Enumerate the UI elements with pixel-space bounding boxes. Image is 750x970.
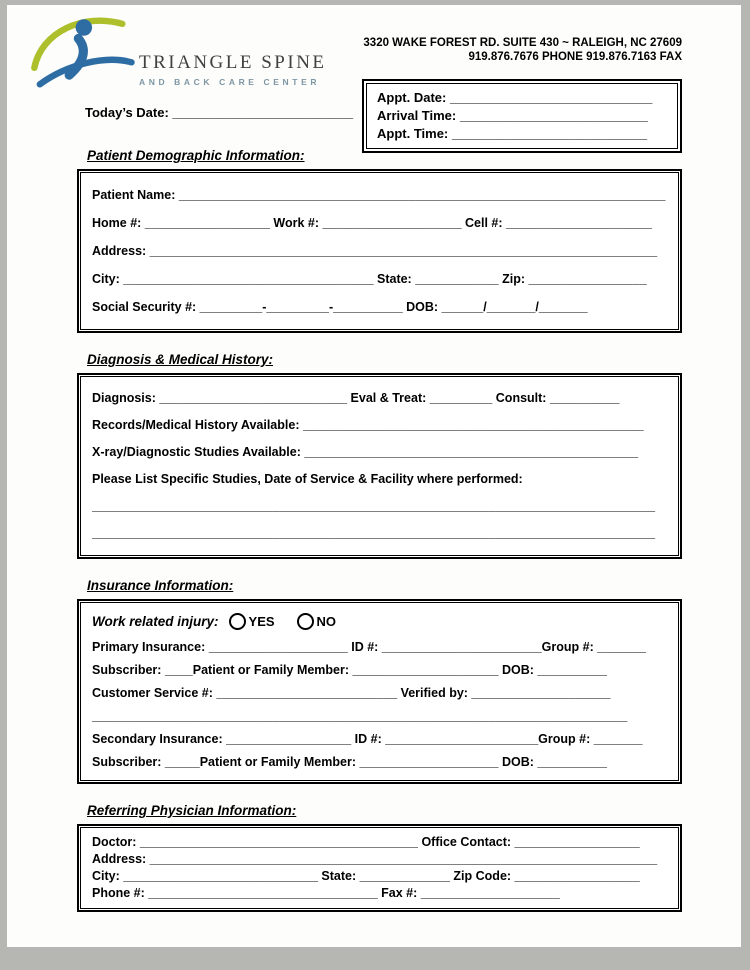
section-insurance (77, 578, 682, 784)
primary-insurance-row: Primary Insurance: ____________________ ID #: _______________________Group #: _______ (92, 640, 646, 654)
clinic-tagline: AND BACK CARE CENTER (139, 77, 321, 87)
appointment-box-inner (366, 83, 678, 149)
appt-time-field: Appt. Time: ___________________________ (377, 126, 648, 141)
xray-studies-row: X-ray/Diagnostic Studies Available: ________________________________________________ (92, 445, 639, 459)
clinic-address: 3320 WAKE FOREST RD. SUITE 430 ~ RALEIGH, NC 27609 (363, 37, 682, 49)
work-injury-label: Work related injury: (92, 613, 219, 629)
yes-radio-button[interactable] (229, 613, 246, 630)
studies-instruction-row: Please List Specific Studies, Date of Service & Facility where performed: (92, 472, 523, 486)
logo-swoosh-icon (27, 9, 137, 101)
doctor-row: Doctor: ________________________________________ Office Contact: __________________ (92, 835, 640, 849)
insurance-heading: Insurance Information: (87, 578, 234, 593)
physician-address-row: Address: _________________________________________________________________________ (92, 852, 658, 866)
patient-name-row: Patient Name: ______________________________________________________________________ (92, 188, 666, 202)
insurance-box (77, 599, 682, 784)
phone-numbers-row: Home #: __________________ Work #: ____________________ Cell #: _____________________ (92, 216, 652, 230)
clinic-contact-info (363, 36, 682, 64)
scanned-form-page (7, 5, 741, 947)
studies-blank-line-1: _________________________________________________________________________________ (92, 499, 656, 513)
arrival-time-field: Arrival Time: __________________________ (377, 108, 648, 123)
section-diagnosis (77, 352, 682, 559)
physician-phone-fax-row: Phone #: _________________________________ Fax #: ____________________ (92, 886, 560, 900)
clinic-logo-text (139, 52, 327, 87)
customer-service-row: Customer Service #: __________________________ Verified by: ____________________ (92, 686, 611, 700)
work-injury-row (92, 608, 670, 634)
referring-box (77, 824, 682, 912)
form-body (7, 148, 741, 912)
city-state-zip-row: City: ____________________________________ State: ____________ Zip: _________________ (92, 272, 647, 286)
diagnosis-row: Diagnosis: ___________________________ Eval & Treat: _________ Consult: __________ (92, 391, 620, 405)
demographics-heading: Patient Demographic Information: (87, 148, 305, 163)
secondary-subscriber-row: Subscriber: _____Patient or Family Member: ____________________ DOB: __________ (92, 755, 607, 769)
demographics-box (77, 169, 682, 333)
diagnosis-box (77, 373, 682, 559)
diagnosis-heading: Diagnosis & Medical History: (87, 352, 274, 367)
no-label: NO (316, 613, 337, 629)
records-available-row: Records/Medical History Available: _________________________________________________ (92, 418, 644, 432)
insurance-divider-row: _____________________________________________________________________________ (92, 709, 628, 723)
section-demographics (77, 148, 682, 333)
form-header (7, 5, 741, 148)
clinic-name: TRIANGLE SPINE (139, 52, 327, 73)
studies-blank-line-2: _________________________________________________________________________________ (92, 526, 656, 540)
secondary-insurance-row: Secondary Insurance: __________________ ID #: ______________________Group #: _______ (92, 732, 643, 746)
clinic-phone-fax: 919.876.7676 PHONE 919.876.7163 FAX (468, 51, 682, 63)
section-referring-physician (77, 803, 682, 912)
no-radio-button[interactable] (297, 613, 314, 630)
appointment-box (362, 79, 682, 153)
yes-label: YES (248, 613, 275, 629)
appt-date-field: Appt. Date: ____________________________ (377, 90, 653, 105)
primary-subscriber-row: Subscriber: ____Patient or Family Member: _____________________ DOB: __________ (92, 663, 607, 677)
todays-date-field: Today’s Date: _________________________ (85, 105, 354, 120)
patient-address-row: Address: _________________________________________________________________________ (92, 244, 658, 258)
physician-city-state-zip-row: City: ____________________________ State: _____________ Zip Code: __________________ (92, 869, 640, 883)
referring-heading: Referring Physician Information: (87, 803, 297, 818)
clinic-logo (27, 9, 327, 101)
ssn-dob-row: Social Security #: _________-_________-__________ DOB: ______/_______/_______ (92, 300, 588, 314)
